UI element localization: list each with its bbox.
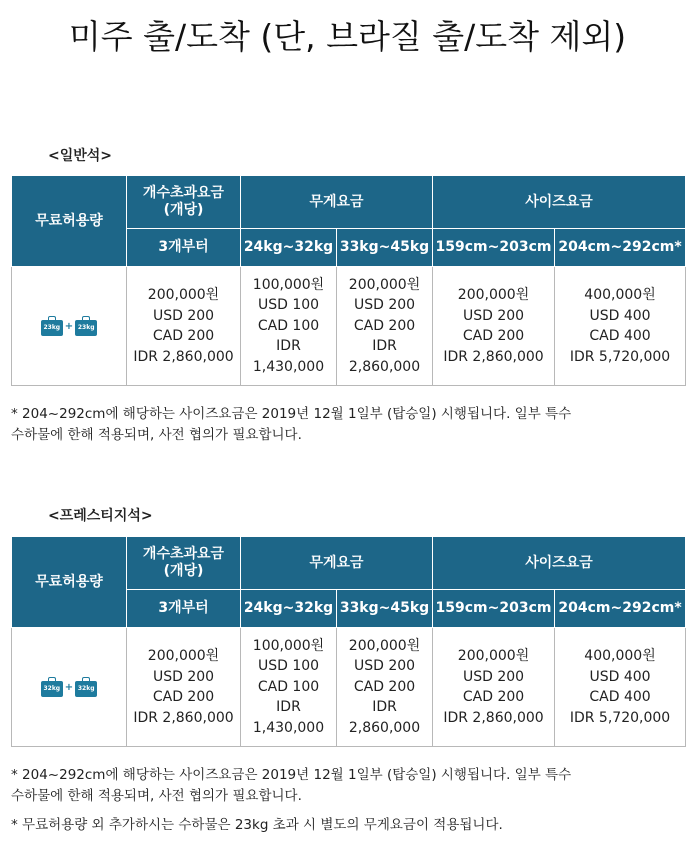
- text-line: 1,430,000: [252, 358, 325, 375]
- text-line: USD 200: [353, 297, 416, 314]
- text-line: USD 200: [152, 668, 215, 685]
- subheader-from-3-bags: 3개부터: [127, 590, 241, 628]
- subheader-weight-33-45: 33kg~45kg: [337, 229, 433, 267]
- text-line: 1,430,000: [252, 719, 325, 736]
- suitcase-icon: 23kg: [41, 320, 63, 336]
- text-line: * 무료허용량 외 추가하시는 수하물은 23kg 초과 시 별도의 무게요금이 적용됩니다.: [11, 817, 503, 833]
- text-line: CAD 200: [152, 328, 215, 344]
- page-title: 미주 출/도착 (단, 브라질 출/도착 제외): [68, 17, 627, 56]
- subheader-weight-33-45: 33kg~45kg: [337, 590, 433, 628]
- text-line: 200,000원: [147, 287, 220, 303]
- text-line: USD 200: [462, 307, 525, 324]
- text-line: USD 200: [462, 668, 525, 685]
- text-line: * 204~292cm에 해당하는 사이즈요금은 2019년 12월 1일부 (탑승일) 시행됩니다. 일부 특수: [11, 767, 572, 783]
- header-size-fee: 사이즈요금: [433, 176, 686, 229]
- text-line: USD 400: [589, 307, 651, 324]
- footnote-extra-baggage: [11, 815, 671, 836]
- header-weight-fee: 무게요금: [241, 537, 433, 590]
- plus-icon: +: [64, 321, 74, 333]
- text-line: 400,000원: [584, 287, 656, 303]
- subheader-size-159-203: 159cm~203cm: [433, 229, 555, 267]
- size-fee-159-203-cell: [433, 628, 555, 747]
- suitcase-icon: 32kg: [41, 681, 63, 697]
- section-label-economy: <일반석>: [48, 148, 113, 164]
- text-line: IDR: [276, 338, 301, 355]
- header-excess-count-fee: 개수초과요금 (개당): [127, 537, 241, 590]
- text-line: 100,000원: [252, 276, 325, 293]
- text-line: USD 200: [152, 307, 215, 324]
- fee-table-economy: [11, 175, 686, 386]
- text-line: CAD 100: [257, 317, 320, 334]
- text-line: CAD 200: [353, 317, 416, 334]
- text-line: CAD 200: [152, 689, 215, 705]
- text-line: IDR 5,720,000: [569, 348, 671, 365]
- text-line: 200,000원: [348, 276, 421, 293]
- size-fee-204-292-cell: [555, 628, 686, 747]
- header-free-allowance: 무료허용량: [12, 537, 127, 628]
- subheader-weight-24-32: 24kg~32kg: [241, 590, 337, 628]
- subheader-size-204-292: 204cm~292cm*: [555, 590, 686, 628]
- size-fee-204-292-cell: [555, 267, 686, 386]
- subheader-size-204-292: 204cm~292cm*: [555, 229, 686, 267]
- section-label-prestige: <프레스티지석>: [48, 508, 153, 524]
- weight-fee-33-45-cell: [337, 267, 433, 386]
- weight-fee-24-32-cell: [241, 628, 337, 747]
- suitcase-icon: 32kg: [75, 681, 97, 697]
- plus-icon: +: [64, 682, 74, 694]
- text-line: 200,000원: [348, 637, 421, 654]
- text-line: IDR: [372, 338, 397, 355]
- text-line: IDR 2,860,000: [133, 348, 234, 365]
- footnote-size-fee: [11, 404, 671, 446]
- text-line: 200,000원: [457, 648, 530, 664]
- text-line: CAD 200: [353, 678, 416, 695]
- text-line: USD 400: [589, 668, 651, 685]
- header-weight-fee: 무게요금: [241, 176, 433, 229]
- text-line: IDR 2,860,000: [443, 709, 544, 726]
- text-line: CAD 400: [589, 689, 651, 705]
- weight-fee-33-45-cell: [337, 628, 433, 747]
- text-line: IDR: [372, 699, 397, 716]
- text-line: CAD 200: [462, 689, 525, 705]
- suitcase-icon: 23kg: [75, 320, 97, 336]
- two-bags-icon: [41, 314, 97, 338]
- free-allowance-cell: [12, 267, 127, 386]
- text-line: IDR: [276, 699, 301, 716]
- size-fee-159-203-cell: [433, 267, 555, 386]
- weight-fee-24-32-cell: [241, 267, 337, 386]
- text-line: 200,000원: [147, 648, 220, 664]
- text-line: 100,000원: [252, 637, 325, 654]
- text-line: IDR 2,860,000: [133, 709, 234, 726]
- subheader-size-159-203: 159cm~203cm: [433, 590, 555, 628]
- text-line: USD 100: [257, 297, 320, 314]
- footnote-size-fee: [11, 765, 671, 807]
- text-line: 200,000원: [457, 287, 530, 303]
- text-line: 수하물에 한해 적용되며, 사전 협의가 필요합니다.: [11, 427, 302, 443]
- fee-table-prestige: [11, 536, 686, 747]
- text-line: 2,860,000: [348, 719, 421, 736]
- excess-count-fee-cell: [127, 628, 241, 747]
- text-line: 수하물에 한해 적용되며, 사전 협의가 필요합니다.: [11, 788, 302, 804]
- text-line: USD 100: [257, 658, 320, 675]
- text-line: USD 200: [353, 658, 416, 675]
- free-allowance-cell: [12, 628, 127, 747]
- header-free-allowance: 무료허용량: [12, 176, 127, 267]
- header-size-fee: 사이즈요금: [433, 537, 686, 590]
- text-line: * 204~292cm에 해당하는 사이즈요금은 2019년 12월 1일부 (탑승일) 시행됩니다. 일부 특수: [11, 406, 572, 422]
- text-line: IDR 2,860,000: [443, 348, 544, 365]
- text-line: 400,000원: [584, 648, 656, 664]
- text-line: CAD 400: [589, 328, 651, 344]
- text-line: 2,860,000: [348, 358, 421, 375]
- text-line: IDR 5,720,000: [569, 709, 671, 726]
- text-line: CAD 100: [257, 678, 320, 695]
- subheader-weight-24-32: 24kg~32kg: [241, 229, 337, 267]
- text-line: CAD 200: [462, 328, 525, 344]
- two-bags-icon: [41, 675, 97, 699]
- excess-count-fee-cell: [127, 267, 241, 386]
- subheader-from-3-bags: 3개부터: [127, 229, 241, 267]
- header-excess-count-fee: 개수초과요금 (개당): [127, 176, 241, 229]
